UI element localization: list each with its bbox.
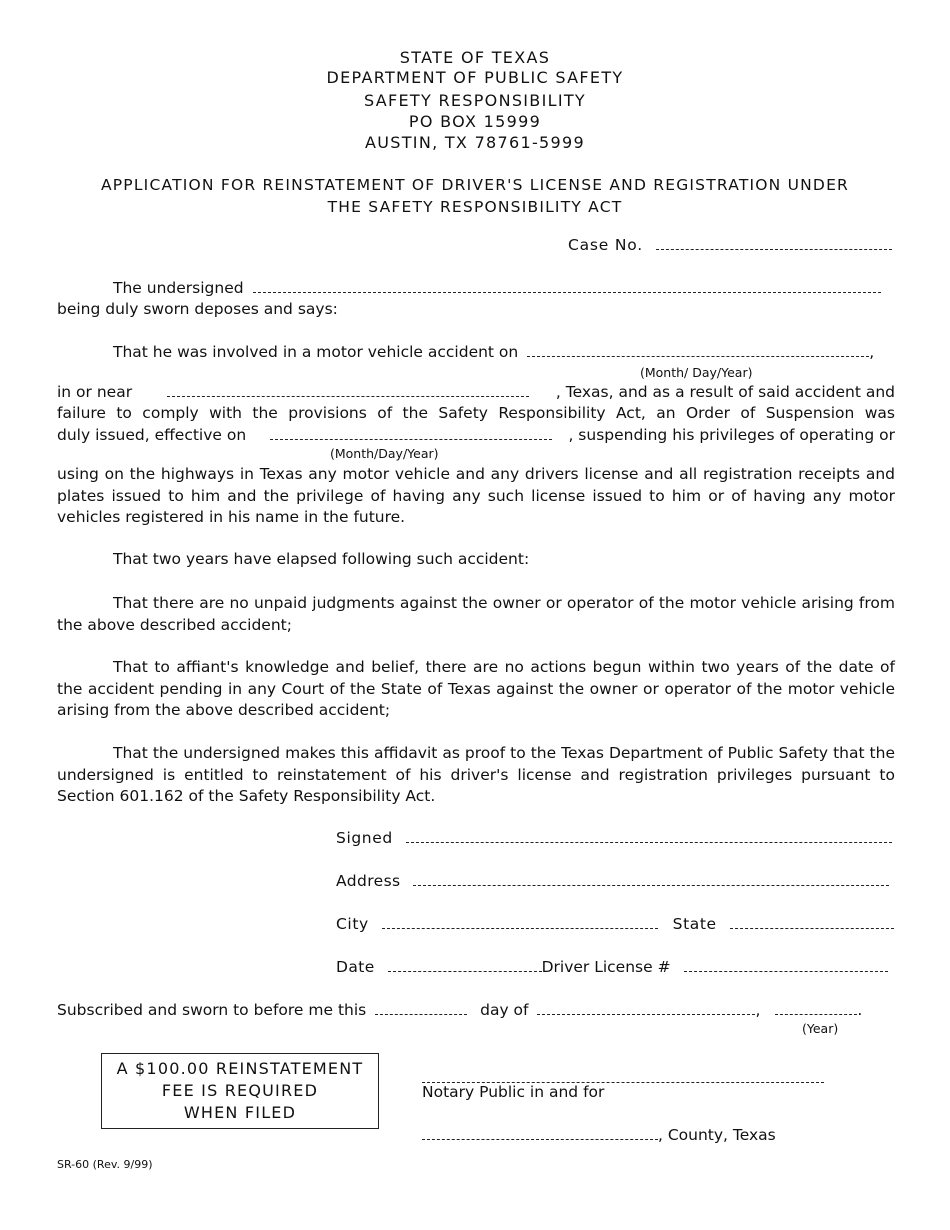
city-label: City xyxy=(336,915,369,933)
fee-line1: A $100.00 REINSTATEMENT xyxy=(116,1059,364,1078)
undersigned-row xyxy=(113,279,881,297)
sworn-row xyxy=(57,1001,862,1019)
form-title-line2: THE SAFETY RESPONSIBILITY ACT xyxy=(327,198,623,216)
license-field[interactable] xyxy=(684,959,888,972)
undersigned-cont: being duly sworn deposes and says: xyxy=(57,300,338,318)
day-of-label: day of xyxy=(480,1001,529,1019)
county-field[interactable] xyxy=(422,1127,658,1140)
header-division: SAFETY RESPONSIBILITY xyxy=(364,91,586,110)
fee-line2: FEE IS REQUIRED xyxy=(161,1081,319,1100)
county-row xyxy=(422,1126,776,1144)
effective-suffix: , suspending his privileges of operating or xyxy=(568,426,895,444)
signed-row xyxy=(336,829,892,847)
fee-notice-box xyxy=(101,1053,379,1129)
case-no-label: Case No. xyxy=(568,236,643,254)
city-field[interactable] xyxy=(382,916,658,929)
failure-line: failure to comply with the provisions of the Safety Responsibility Act, an Order of Suspension was xyxy=(57,404,895,422)
case-no-row xyxy=(568,236,892,254)
header-department: DEPARTMENT OF PUBLIC SAFETY xyxy=(326,68,624,87)
county-suffix: , County, Texas xyxy=(658,1126,776,1144)
accident-date-hint: (Month/ Day/Year) xyxy=(640,365,753,380)
undersigned-name-field[interactable] xyxy=(253,280,881,293)
sworn-period: . xyxy=(857,1001,863,1019)
notary-label: Notary Public in and for xyxy=(422,1083,605,1101)
signed-label: Signed xyxy=(336,829,393,847)
header-state: STATE OF TEXAS xyxy=(399,48,551,67)
sworn-day-field[interactable] xyxy=(375,1002,467,1015)
form-id: SR-60 (Rev. 9/99) xyxy=(57,1158,153,1171)
sworn-comma: , xyxy=(755,1001,761,1019)
effective-label: duly issued, effective on xyxy=(57,426,247,444)
undersigned-label: The undersigned xyxy=(113,279,244,297)
near-suffix: , Texas, and as a result of said accident and xyxy=(555,383,895,401)
date-license-row xyxy=(336,958,888,976)
near-location-field[interactable] xyxy=(167,384,529,397)
date-field[interactable] xyxy=(388,959,542,972)
notary-signature-field[interactable] xyxy=(422,1070,824,1083)
year-hint: (Year) xyxy=(802,1021,839,1036)
paragraph-judgments: That there are no unpaid judgments against the owner or operator of the motor vehicle arising from the above described accident; xyxy=(57,594,895,634)
accident-row xyxy=(113,343,874,361)
sworn-month-field[interactable] xyxy=(537,1002,755,1015)
paragraph-affidavit: That the undersigned makes this affidavit as proof to the Texas Department of Public Safety that the undersigned is entitled to reinstatement of his driver's license and registration privileges pursuant to Section 601.162 of the Safety Responsibility Act. xyxy=(57,744,895,805)
state-field[interactable] xyxy=(730,916,894,929)
case-no-field[interactable] xyxy=(656,237,892,250)
form-title-line1: APPLICATION FOR REINSTATEMENT OF DRIVER'S LICENSE AND REGISTRATION UNDER xyxy=(100,176,850,194)
date-label: Date xyxy=(336,958,375,976)
header-po-box: PO BOX 15999 xyxy=(408,112,542,131)
sworn-year-field[interactable] xyxy=(775,1002,857,1015)
near-row xyxy=(57,383,895,401)
license-label: Driver License # xyxy=(541,958,671,976)
fee-line3: WHEN FILED xyxy=(183,1103,297,1122)
signed-field[interactable] xyxy=(406,830,892,843)
sworn-label: Subscribed and sworn to before me this xyxy=(57,1001,367,1019)
effective-row xyxy=(57,426,895,444)
accident-label: That he was involved in a motor vehicle accident on xyxy=(113,343,519,361)
paragraph-two-years: That two years have elapsed following such accident: xyxy=(113,550,530,568)
suspension-details: using on the highways in Texas any motor vehicle and any drivers license and all registration receipts and plates issued to him and the privilege of having any such license issued to him or of having any motor vehicles registered in his name in the future. xyxy=(57,465,895,526)
address-row xyxy=(336,872,889,890)
header-city: AUSTIN, TX 78761-5999 xyxy=(365,133,585,152)
paragraph-actions: That to affiant's knowledge and belief, there are no actions begun within two years of the date of the accident pending in any Court of the State of Texas against the owner or operator of the motor vehicle arising from the above described accident; xyxy=(57,658,895,719)
city-state-row xyxy=(336,915,894,933)
state-label: State xyxy=(672,915,717,933)
effective-date-field[interactable] xyxy=(270,427,552,440)
address-field[interactable] xyxy=(413,873,889,886)
address-label: Address xyxy=(336,872,401,890)
accident-comma: , xyxy=(869,343,875,361)
effective-date-hint: (Month/Day/Year) xyxy=(330,446,439,461)
near-label: in or near xyxy=(57,383,133,401)
accident-date-field[interactable] xyxy=(527,344,869,357)
